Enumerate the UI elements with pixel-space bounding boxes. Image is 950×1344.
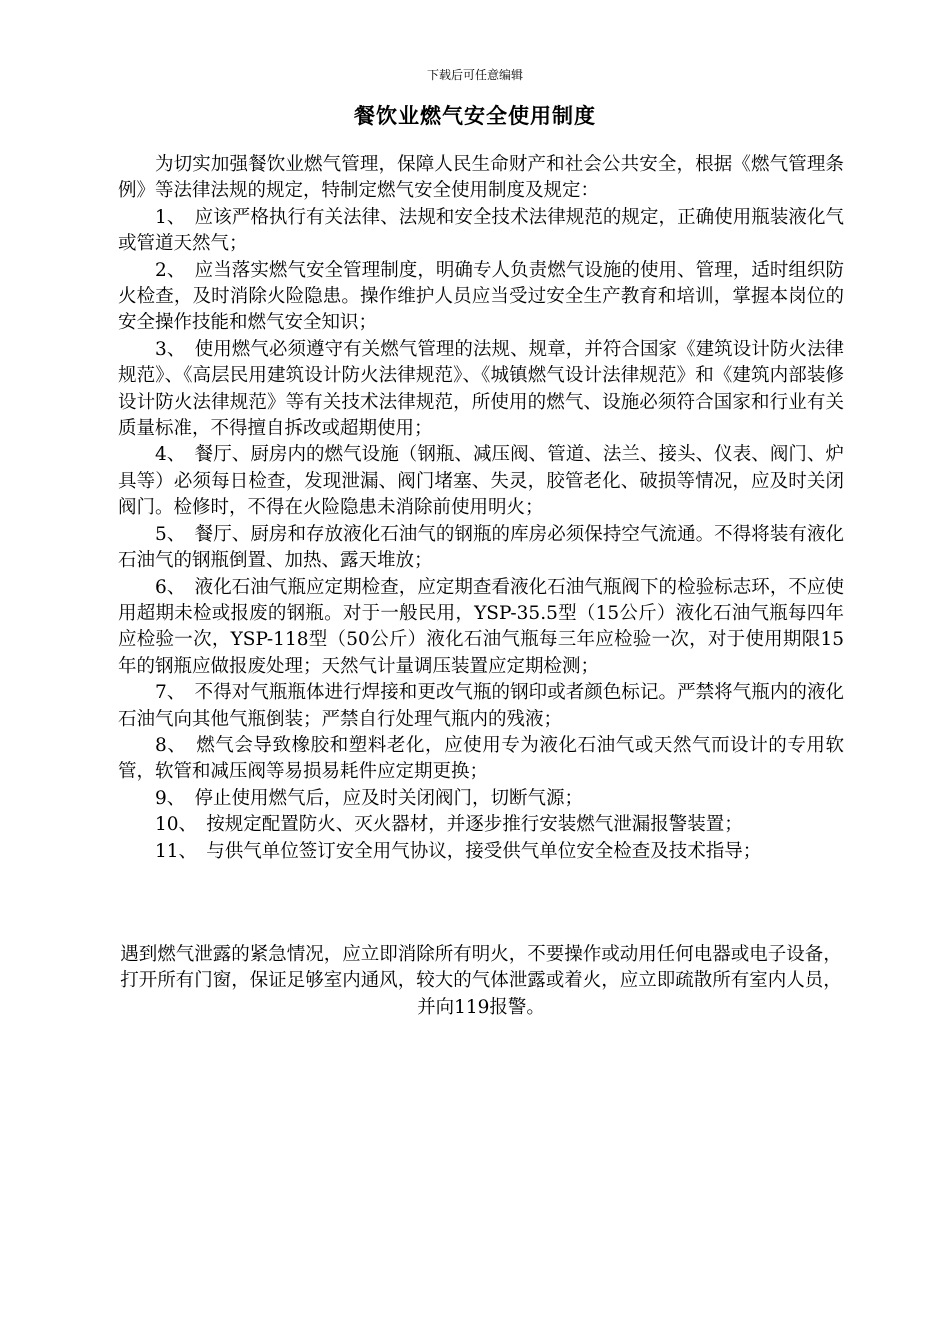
intro-paragraph: 为切实加强餐饮业燃气管理，保障人民生命财产和社会公共安全，根据《燃气管理条例》等法律法规的规定，特制定燃气安全使用制度及规定： — [118, 154, 844, 202]
rule-item: 2、 应当落实燃气安全管理制度，明确专人负责燃气设施的使用、管理，适时组织防火检查，及时消除火险隐患。操作维护人员应当受过安全生产教育和培训，掌握本岗位的安全操作技能和燃气安全知识； — [118, 259, 844, 334]
document-body — [118, 152, 844, 865]
closing-paragraph — [118, 942, 844, 1021]
header-note: 下载后可任意编辑 — [426, 68, 523, 82]
rule-item: 11、 与供气单位签订安全用气协议，接受供气单位安全检查及技术指导； — [155, 840, 762, 862]
rule-item: 10、 按规定配置防火、灭火器材，并逐步推行安装燃气泄漏报警装置； — [155, 814, 743, 836]
rule-item: 3、 使用燃气必须遵守有关燃气管理的法规、规章，并符合国家《建筑设计防火法律规范》、《高层民用建筑设计防火法律规范》、《城镇燃气设计法律规范》和《建筑内部装修设计防火法律规范》等有关技术法律规范，所使用的燃气、设施必须符合国家和行业有关质量标准，不得擅自拆改或超期使用； — [118, 338, 844, 440]
rule-item: 7、 不得对气瓶瓶体进行焊接和更改气瓶的钢印或者颜色标记。严禁将气瓶内的液化石油气向其他气瓶倒装；严禁自行处理气瓶内的残液； — [118, 682, 844, 730]
document-title: 餐饮业燃气安全使用制度 — [354, 103, 596, 128]
rule-item: 1、 应该严格执行有关法律、法规和安全技术法律规范的规定，正确使用瓶装液化气或管道天然气； — [118, 206, 844, 255]
rule-item: 6、 液化石油气瓶应定期检查，应定期查看液化石油气瓶阀下的检验标志环，不应使用超期未检或报废的钢瓶。对于一般民用，YSP-35.5型（15公斤）液化石油气瓶每四年应检验一次，YSP-118型（50公斤）液化石油气瓶每三年应检验一次，对于使用期限15年的钢瓶应做报废处理；天然气计量调压装置应定期检测； — [118, 576, 844, 677]
rule-item: 4、 餐厅、厨房内的燃气设施（钢瓶、减压阀、管道、法兰、接头、仪表、阀门、炉具等）必须每日检查，发现泄漏、阀门堵塞、失灵，胶管老化、破损等情况，应及时关闭阀门。检修时，不得在火险隐患未消除前使用明火； — [118, 444, 844, 519]
rule-item: 5、 餐厅、厨房和存放液化石油气的钢瓶的库房必须保持空气流通。不得将装有液化石油气的钢瓶倒置、加热、露天堆放； — [118, 523, 844, 572]
rule-item: 8、 燃气会导致橡胶和塑料老化，应使用专为液化石油气或天然气而设计的专用软管，软管和减压阀等易损易耗件应定期更换； — [118, 734, 844, 783]
closing-text: 遇到燃气泄露的紧急情况，应立即消除所有明火，不要操作或动用任何电器或电子设备，打开所有门窗，保证足够室内通风，较大的气体泄露或着火，应立即疏散所有室内人员，并向119报警。 — [120, 944, 842, 1018]
rule-item: 9、 停止使用燃气后，应及时关闭阀门，切断气源； — [155, 787, 584, 809]
